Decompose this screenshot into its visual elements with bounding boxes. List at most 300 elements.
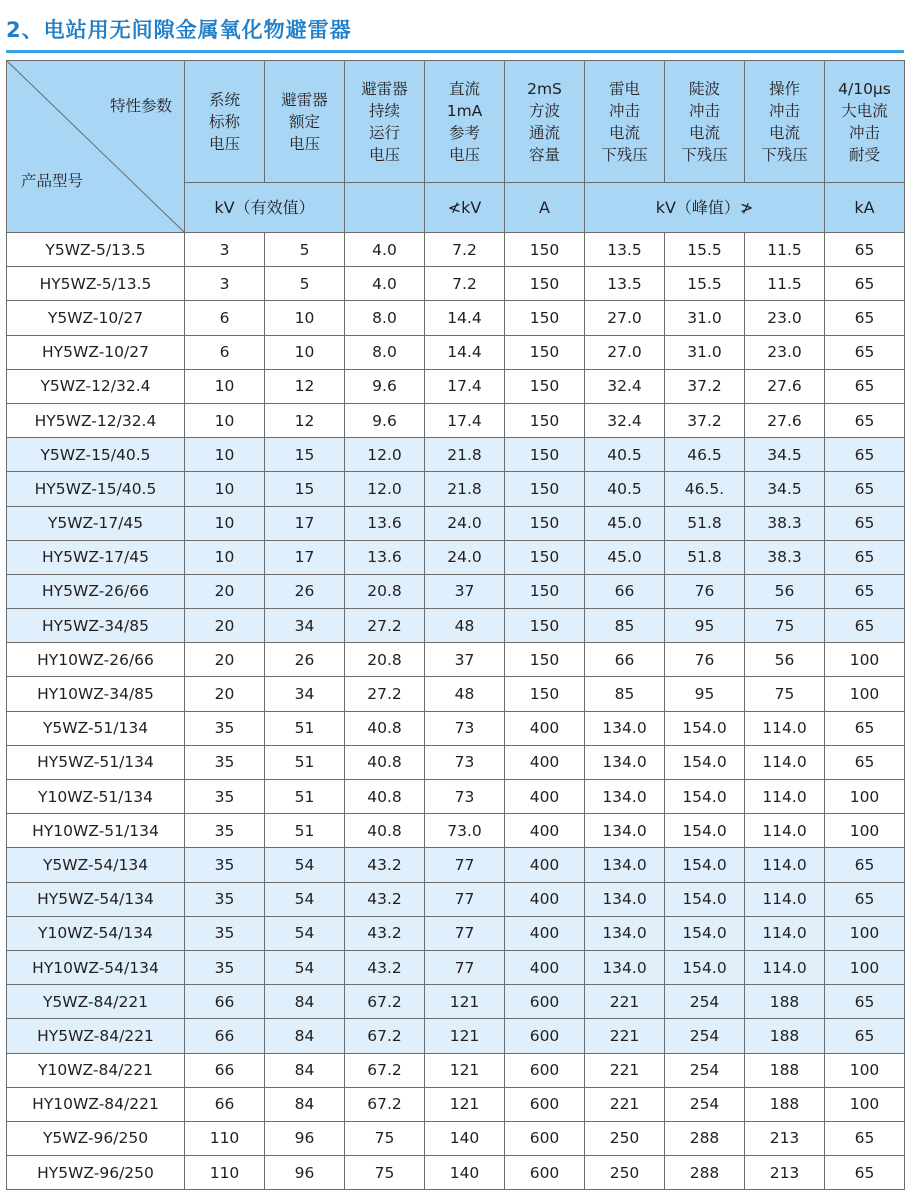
value-cell: 65 — [825, 1156, 905, 1190]
value-cell: 77 — [425, 848, 505, 882]
value-cell: 4.0 — [345, 233, 425, 267]
value-cell: 14.4 — [425, 301, 505, 335]
value-cell: 17 — [265, 506, 345, 540]
model-cell: Y5WZ-5/13.5 — [7, 233, 185, 267]
value-cell: 27.6 — [745, 403, 825, 437]
value-cell: 114.0 — [745, 848, 825, 882]
value-cell: 154.0 — [665, 882, 745, 916]
value-cell: 26 — [265, 574, 345, 608]
value-cell: 140 — [425, 1156, 505, 1190]
value-cell: 66 — [185, 985, 265, 1019]
value-cell: 12 — [265, 403, 345, 437]
corner-header-cell — [7, 61, 185, 233]
diagonal-divider — [7, 61, 184, 232]
unit-blank — [345, 183, 425, 233]
col-header: 4/10μs 大电流 冲击 耐受 — [825, 61, 905, 183]
value-cell: 37.2 — [665, 403, 745, 437]
model-cell: HY5WZ-34/85 — [7, 609, 185, 643]
value-cell: 154.0 — [665, 848, 745, 882]
value-cell: 288 — [665, 1156, 745, 1190]
table-row — [7, 985, 905, 1019]
col-header: 陡波 冲击 电流 下残压 — [665, 61, 745, 183]
value-cell: 213 — [745, 1121, 825, 1155]
value-cell: 65 — [825, 985, 905, 1019]
model-cell: HY5WZ-51/134 — [7, 745, 185, 779]
value-cell: 134.0 — [585, 711, 665, 745]
col-header: 雷电 冲击 电流 下残压 — [585, 61, 665, 183]
model-cell: HY10WZ-54/134 — [7, 950, 185, 984]
value-cell: 150 — [505, 403, 585, 437]
value-cell: 154.0 — [665, 780, 745, 814]
model-cell: Y10WZ-51/134 — [7, 780, 185, 814]
table-row — [7, 916, 905, 950]
value-cell: 12 — [265, 369, 345, 403]
value-cell: 150 — [505, 369, 585, 403]
col-header: 避雷器 持续 运行 电压 — [345, 61, 425, 183]
value-cell: 400 — [505, 711, 585, 745]
value-cell: 38.3 — [745, 506, 825, 540]
value-cell: 150 — [505, 609, 585, 643]
value-cell: 66 — [585, 574, 665, 608]
value-cell: 254 — [665, 985, 745, 1019]
value-cell: 67.2 — [345, 1053, 425, 1087]
table-row — [7, 643, 905, 677]
value-cell: 32.4 — [585, 403, 665, 437]
value-cell: 7.2 — [425, 233, 505, 267]
value-cell: 35 — [185, 882, 265, 916]
value-cell: 67.2 — [345, 985, 425, 1019]
unit-amp: A — [505, 183, 585, 233]
model-cell: HY5WZ-84/221 — [7, 1019, 185, 1053]
value-cell: 66 — [185, 1053, 265, 1087]
value-cell: 15.5 — [665, 233, 745, 267]
value-cell: 188 — [745, 1019, 825, 1053]
value-cell: 150 — [505, 233, 585, 267]
title-underline — [6, 50, 904, 53]
value-cell: 40.8 — [345, 780, 425, 814]
value-cell: 6 — [185, 301, 265, 335]
table-row — [7, 882, 905, 916]
col-header: 避雷器 额定 电压 — [265, 61, 345, 183]
value-cell: 15 — [265, 472, 345, 506]
value-cell: 84 — [265, 1053, 345, 1087]
value-cell: 12.0 — [345, 438, 425, 472]
value-cell: 5 — [265, 233, 345, 267]
value-cell: 13.5 — [585, 233, 665, 267]
value-cell: 9.6 — [345, 403, 425, 437]
value-cell: 400 — [505, 916, 585, 950]
value-cell: 45.0 — [585, 540, 665, 574]
value-cell: 154.0 — [665, 916, 745, 950]
value-cell: 17.4 — [425, 369, 505, 403]
value-cell: 10 — [265, 335, 345, 369]
value-cell: 11.5 — [745, 233, 825, 267]
value-cell: 45.0 — [585, 506, 665, 540]
value-cell: 150 — [505, 506, 585, 540]
value-cell: 100 — [825, 814, 905, 848]
value-cell: 85 — [585, 677, 665, 711]
value-cell: 37 — [425, 574, 505, 608]
value-cell: 95 — [665, 609, 745, 643]
value-cell: 85 — [585, 609, 665, 643]
value-cell: 3 — [185, 233, 265, 267]
value-cell: 73 — [425, 745, 505, 779]
table-row — [7, 1156, 905, 1190]
value-cell: 65 — [825, 301, 905, 335]
value-cell: 54 — [265, 950, 345, 984]
table-row — [7, 711, 905, 745]
col-header: 2mS 方波 通流 容量 — [505, 61, 585, 183]
value-cell: 9.6 — [345, 369, 425, 403]
value-cell: 254 — [665, 1087, 745, 1121]
value-cell: 114.0 — [745, 950, 825, 984]
value-cell: 84 — [265, 1087, 345, 1121]
value-cell: 77 — [425, 882, 505, 916]
value-cell: 5 — [265, 267, 345, 301]
value-cell: 27.6 — [745, 369, 825, 403]
value-cell: 84 — [265, 1019, 345, 1053]
value-cell: 43.2 — [345, 916, 425, 950]
model-cell: HY5WZ-17/45 — [7, 540, 185, 574]
value-cell: 20 — [185, 574, 265, 608]
value-cell: 114.0 — [745, 745, 825, 779]
value-cell: 35 — [185, 916, 265, 950]
table-row — [7, 267, 905, 301]
value-cell: 21.8 — [425, 438, 505, 472]
value-cell: 65 — [825, 745, 905, 779]
value-cell: 27.2 — [345, 677, 425, 711]
value-cell: 20.8 — [345, 643, 425, 677]
value-cell: 67.2 — [345, 1019, 425, 1053]
value-cell: 140 — [425, 1121, 505, 1155]
value-cell: 17 — [265, 540, 345, 574]
col-header: 操作 冲击 电流 下残压 — [745, 61, 825, 183]
value-cell: 17.4 — [425, 403, 505, 437]
value-cell: 31.0 — [665, 301, 745, 335]
value-cell: 51.8 — [665, 540, 745, 574]
value-cell: 48 — [425, 609, 505, 643]
value-cell: 213 — [745, 1156, 825, 1190]
table-row — [7, 574, 905, 608]
value-cell: 7.2 — [425, 267, 505, 301]
model-cell: HY5WZ-5/13.5 — [7, 267, 185, 301]
table-row — [7, 745, 905, 779]
table-row — [7, 609, 905, 643]
value-cell: 221 — [585, 1019, 665, 1053]
value-cell: 65 — [825, 233, 905, 267]
value-cell: 35 — [185, 814, 265, 848]
value-cell: 10 — [185, 472, 265, 506]
value-cell: 600 — [505, 985, 585, 1019]
value-cell: 34 — [265, 609, 345, 643]
table-row — [7, 301, 905, 335]
value-cell: 54 — [265, 848, 345, 882]
value-cell: 20 — [185, 643, 265, 677]
value-cell: 20.8 — [345, 574, 425, 608]
value-cell: 400 — [505, 780, 585, 814]
value-cell: 100 — [825, 950, 905, 984]
value-cell: 40.8 — [345, 711, 425, 745]
value-cell: 110 — [185, 1121, 265, 1155]
value-cell: 8.0 — [345, 335, 425, 369]
value-cell: 188 — [745, 1053, 825, 1087]
value-cell: 114.0 — [745, 882, 825, 916]
table-row — [7, 472, 905, 506]
value-cell: 66 — [185, 1087, 265, 1121]
value-cell: 34.5 — [745, 472, 825, 506]
value-cell: 134.0 — [585, 882, 665, 916]
table-row — [7, 814, 905, 848]
value-cell: 40.8 — [345, 745, 425, 779]
model-cell: HY5WZ-54/134 — [7, 882, 185, 916]
value-cell: 54 — [265, 882, 345, 916]
model-cell: HY5WZ-26/66 — [7, 574, 185, 608]
model-cell: HY5WZ-15/40.5 — [7, 472, 185, 506]
model-cell: Y5WZ-51/134 — [7, 711, 185, 745]
table-row — [7, 780, 905, 814]
value-cell: 65 — [825, 403, 905, 437]
value-cell: 65 — [825, 1121, 905, 1155]
value-cell: 134.0 — [585, 848, 665, 882]
value-cell: 56 — [745, 643, 825, 677]
value-cell: 14.4 — [425, 335, 505, 369]
value-cell: 73.0 — [425, 814, 505, 848]
table-row — [7, 335, 905, 369]
model-cell: Y5WZ-17/45 — [7, 506, 185, 540]
table-row — [7, 1019, 905, 1053]
model-cell: HY5WZ-96/250 — [7, 1156, 185, 1190]
value-cell: 31.0 — [665, 335, 745, 369]
value-cell: 51 — [265, 780, 345, 814]
value-cell: 76 — [665, 643, 745, 677]
value-cell: 37 — [425, 643, 505, 677]
model-cell: Y10WZ-54/134 — [7, 916, 185, 950]
value-cell: 43.2 — [345, 882, 425, 916]
value-cell: 35 — [185, 848, 265, 882]
value-cell: 24.0 — [425, 540, 505, 574]
unit-rms: kV（有效值） — [185, 183, 345, 233]
model-cell: Y5WZ-10/27 — [7, 301, 185, 335]
corner-label-model: 产品型号 — [21, 172, 84, 190]
value-cell: 24.0 — [425, 506, 505, 540]
value-cell: 110 — [185, 1156, 265, 1190]
table-row — [7, 438, 905, 472]
unit-dc: ≮kV — [425, 183, 505, 233]
value-cell: 134.0 — [585, 814, 665, 848]
model-cell: Y10WZ-84/221 — [7, 1053, 185, 1087]
value-cell: 114.0 — [745, 916, 825, 950]
model-cell: Y5WZ-15/40.5 — [7, 438, 185, 472]
value-cell: 27.0 — [585, 301, 665, 335]
value-cell: 10 — [265, 301, 345, 335]
value-cell: 65 — [825, 506, 905, 540]
value-cell: 75 — [345, 1121, 425, 1155]
value-cell: 150 — [505, 540, 585, 574]
value-cell: 40.5 — [585, 438, 665, 472]
value-cell: 40.5 — [585, 472, 665, 506]
value-cell: 150 — [505, 267, 585, 301]
value-cell: 67.2 — [345, 1087, 425, 1121]
value-cell: 65 — [825, 267, 905, 301]
value-cell: 400 — [505, 848, 585, 882]
value-cell: 96 — [265, 1156, 345, 1190]
value-cell: 154.0 — [665, 814, 745, 848]
value-cell: 100 — [825, 677, 905, 711]
table-row — [7, 950, 905, 984]
value-cell: 26 — [265, 643, 345, 677]
value-cell: 65 — [825, 540, 905, 574]
value-cell: 121 — [425, 985, 505, 1019]
value-cell: 95 — [665, 677, 745, 711]
value-cell: 65 — [825, 369, 905, 403]
value-cell: 56 — [745, 574, 825, 608]
value-cell: 75 — [745, 609, 825, 643]
table-row — [7, 369, 905, 403]
value-cell: 134.0 — [585, 780, 665, 814]
value-cell: 40.8 — [345, 814, 425, 848]
value-cell: 51 — [265, 814, 345, 848]
value-cell: 221 — [585, 1087, 665, 1121]
value-cell: 600 — [505, 1121, 585, 1155]
value-cell: 76 — [665, 574, 745, 608]
value-cell: 73 — [425, 780, 505, 814]
value-cell: 100 — [825, 780, 905, 814]
value-cell: 150 — [505, 438, 585, 472]
value-cell: 12.0 — [345, 472, 425, 506]
value-cell: 43.2 — [345, 950, 425, 984]
model-cell: HY10WZ-34/85 — [7, 677, 185, 711]
value-cell: 15 — [265, 438, 345, 472]
value-cell: 37.2 — [665, 369, 745, 403]
value-cell: 75 — [345, 1156, 425, 1190]
value-cell: 35 — [185, 780, 265, 814]
table-body — [7, 233, 905, 1190]
model-cell: HY10WZ-26/66 — [7, 643, 185, 677]
value-cell: 20 — [185, 677, 265, 711]
value-cell: 38.3 — [745, 540, 825, 574]
value-cell: 150 — [505, 643, 585, 677]
table-row — [7, 540, 905, 574]
table-row — [7, 403, 905, 437]
value-cell: 288 — [665, 1121, 745, 1155]
value-cell: 32.4 — [585, 369, 665, 403]
value-cell: 13.6 — [345, 540, 425, 574]
model-cell: HY10WZ-51/134 — [7, 814, 185, 848]
value-cell: 51 — [265, 745, 345, 779]
value-cell: 21.8 — [425, 472, 505, 506]
value-cell: 66 — [185, 1019, 265, 1053]
value-cell: 73 — [425, 711, 505, 745]
model-cell: Y5WZ-12/32.4 — [7, 369, 185, 403]
unit-ka: kA — [825, 183, 905, 233]
value-cell: 65 — [825, 438, 905, 472]
value-cell: 400 — [505, 950, 585, 984]
value-cell: 35 — [185, 711, 265, 745]
value-cell: 114.0 — [745, 814, 825, 848]
value-cell: 100 — [825, 1053, 905, 1087]
value-cell: 221 — [585, 985, 665, 1019]
value-cell: 250 — [585, 1121, 665, 1155]
value-cell: 27.0 — [585, 335, 665, 369]
model-cell: HY5WZ-12/32.4 — [7, 403, 185, 437]
value-cell: 150 — [505, 335, 585, 369]
table-row — [7, 848, 905, 882]
value-cell: 65 — [825, 574, 905, 608]
value-cell: 3 — [185, 267, 265, 301]
value-cell: 254 — [665, 1053, 745, 1087]
value-cell: 100 — [825, 643, 905, 677]
value-cell: 65 — [825, 472, 905, 506]
value-cell: 13.5 — [585, 267, 665, 301]
value-cell: 6 — [185, 335, 265, 369]
value-cell: 51.8 — [665, 506, 745, 540]
value-cell: 150 — [505, 472, 585, 506]
value-cell: 121 — [425, 1053, 505, 1087]
value-cell: 27.2 — [345, 609, 425, 643]
value-cell: 100 — [825, 1087, 905, 1121]
value-cell: 114.0 — [745, 711, 825, 745]
value-cell: 35 — [185, 745, 265, 779]
value-cell: 100 — [825, 916, 905, 950]
value-cell: 600 — [505, 1019, 585, 1053]
model-cell: Y5WZ-84/221 — [7, 985, 185, 1019]
value-cell: 10 — [185, 438, 265, 472]
value-cell: 121 — [425, 1087, 505, 1121]
value-cell: 400 — [505, 814, 585, 848]
table-row — [7, 506, 905, 540]
value-cell: 250 — [585, 1156, 665, 1190]
value-cell: 43.2 — [345, 848, 425, 882]
value-cell: 400 — [505, 882, 585, 916]
value-cell: 23.0 — [745, 335, 825, 369]
value-cell: 35 — [185, 950, 265, 984]
value-cell: 65 — [825, 1019, 905, 1053]
model-cell: Y5WZ-54/134 — [7, 848, 185, 882]
value-cell: 400 — [505, 745, 585, 779]
value-cell: 51 — [265, 711, 345, 745]
value-cell: 10 — [185, 506, 265, 540]
value-cell: 23.0 — [745, 301, 825, 335]
table-row — [7, 1121, 905, 1155]
value-cell: 10 — [185, 403, 265, 437]
value-cell: 77 — [425, 916, 505, 950]
value-cell: 254 — [665, 1019, 745, 1053]
unit-peak: kV（峰值）≯ — [585, 183, 825, 233]
page-title: 2、电站用无间隙金属氧化物避雷器 — [6, 18, 352, 42]
value-cell: 65 — [825, 882, 905, 916]
table-row — [7, 233, 905, 267]
value-cell: 600 — [505, 1087, 585, 1121]
value-cell: 221 — [585, 1053, 665, 1087]
value-cell: 4.0 — [345, 267, 425, 301]
model-cell: Y5WZ-96/250 — [7, 1121, 185, 1155]
spec-table — [6, 60, 905, 1190]
value-cell: 188 — [745, 985, 825, 1019]
value-cell: 134.0 — [585, 950, 665, 984]
col-header: 系统 标称 电压 — [185, 61, 265, 183]
value-cell: 65 — [825, 609, 905, 643]
value-cell: 600 — [505, 1053, 585, 1087]
value-cell: 77 — [425, 950, 505, 984]
value-cell: 134.0 — [585, 916, 665, 950]
value-cell: 11.5 — [745, 267, 825, 301]
value-cell: 75 — [745, 677, 825, 711]
value-cell: 65 — [825, 711, 905, 745]
value-cell: 96 — [265, 1121, 345, 1155]
value-cell: 188 — [745, 1087, 825, 1121]
value-cell: 34 — [265, 677, 345, 711]
value-cell: 150 — [505, 574, 585, 608]
